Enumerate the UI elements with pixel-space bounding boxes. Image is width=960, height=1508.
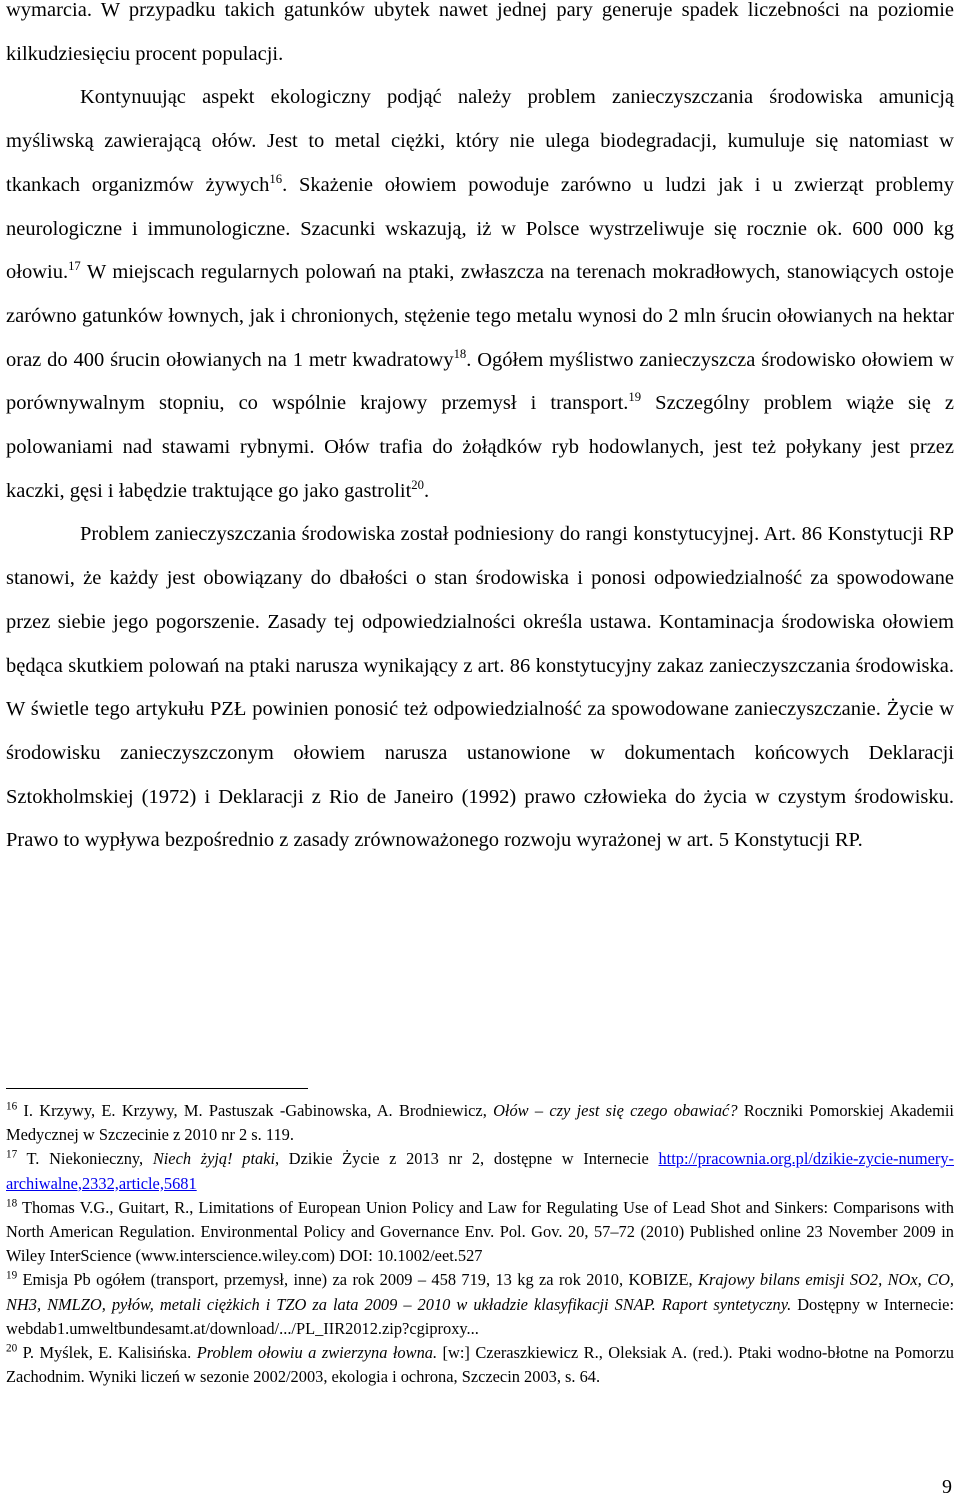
footnote-ref-18[interactable]: 18 [453,346,467,361]
paragraph-3 [6,513,954,863]
footnotes [6,1099,954,1389]
footnote-18-text: Thomas V.G., Guitart, R., Limitations of European Union Policy and Law for Regulating Use of Lead Shot and Sinkers: Comparisons with North American Regulation. Environmental Policy and Governance Env. Pol. Gov. 20, 57–72 (2010) Published online 23 November 2009 in Wiley InterScience (www.interscience.wiley.com) DOI: 10.1002/eet.527 [6,1197,954,1266]
footnote-number-18: 18 [6,1197,18,1210]
paragraph-2-text-f: . [424,479,430,502]
paragraph-2 [6,76,954,513]
footnote-18 [6,1196,954,1269]
footnote-20-title: Problem ołowiu a zwierzyna łowna. [196,1343,438,1363]
paragraph-2-text-c: W miejscach regularnych polowań na ptaki, zwłaszcza na terenach mokradłowych, stanowiących ostoje zarówno gatunków łownych, jak i chronionych, stężenie tego metalu wynosi do 2 mln śrucin ołowianych na hektar oraz do 400 śrucin ołowianych na 1 metr kwadratowy [6,261,954,371]
page-number: 9 [942,1476,952,1498]
paragraph-1-text: wymarcia. W przypadku takich gatunków ubytek nawet jednej pary generuje spadek liczebności na poziomie kilkudziesięciu procent populacji. [6,0,954,65]
footnote-20-text-b: [w:] Czeraszkiewicz R., Oleksiak A. (red.). Ptaki wodno-błotne na Pomorzu Zachodnim. Wyniki liczeń w sezonie 2002/2003, ekologia i ochrona, Szczecin 2003, s. 64. [6,1343,954,1387]
footnote-17-text-a: T. Niekonieczny, [17,1149,153,1169]
footnote-20-text-a: P. Myślek, E. Kalisińska. [17,1343,197,1363]
footnote-17-text-b: , Dzikie Życie z 2013 nr 2, dostępne w Internecie [275,1149,659,1169]
footnote-19-text-a: Emisja Pb ogółem (transport, przemysł, inne) za rok 2009 – 458 719, 13 kg za rok 2010, KOBIZE, [17,1270,699,1290]
footnote-17-title: Niech żyją! ptaki [152,1149,276,1169]
footnote-19-title: Krajowy bilans emisji SO2, NOx, CO, NH3, NMLZO, pyłów, metali ciężkich i TZO za lata 2009 – 2010 w układzie klasyfikacji SNAP. Raport syntetyczny. [6,1270,954,1314]
footnote-ref-19[interactable]: 19 [628,390,642,405]
footnote-16 [6,1099,954,1147]
footnote-19-text-b: Dostępny w Internecie: webdab1.umweltbundesamt.at/download/.../PL_IIR2012.zip?cgiproxy... [6,1294,954,1338]
footnote-ref-16[interactable]: 16 [269,171,283,186]
footnote-16-text-a: I. Krzywy, E. Krzywy, M. Pastuszak ‑Gabinowska, A. Brodniewicz, [17,1101,494,1120]
paragraph-3-text: Problem zanieczyszczania środowiska został podniesiony do rangi konstytucyjnej. Art. 86 Konstytucji RP stanowi, że każdy jest obowiązany do dbałości o stan środowiska i ponosi odpowiedzialność za spowodowane przez siebie jego pogorszenie. Zasady tej odpowiedzialności określa ustawa. Kontaminacja środowiska ołowiem będąca skutkiem polowań na ptaki narusza wynikający z art. 86 konstytucyjny zakaz zanieczyszczania środowiska. W świetle tego artykułu PZŁ powinien ponosić też odpowiedzialność za spowodowane zanieczyszczanie. Życie w środowisku zanieczyszczonym ołowiem narusza ustanowione w dokumentach końcowych Deklaracji Sztokholmskiej (1972) i Deklaracji z Rio de Janeiro (1992) prawo człowieka do życia w czystym środowisku. Prawo to wypływa bezpośrednio z zasady zrównoważonego rozwoju wyrażonej w art. 5 Konstytucji RP. [6,523,954,852]
footnote-19 [6,1268,954,1341]
footnote-17-link[interactable]: http://pracownia.org.pl/dzikie-zycie-numery-archiwalne,2332,article,5681 [6,1149,954,1193]
footnote-17 [6,1147,954,1195]
paragraph-2-text-a: Kontynuując aspekt ekologiczny podjąć należy problem zanieczyszczania środowiska amunicją myśliwską zawierającą ołów. Jest to metal ciężki, który nie ulega biodegradacji, kumuluje się natomiast w tkankach organizmów żywych [6,86,954,196]
footnote-20 [6,1341,954,1389]
main-text [6,0,954,863]
paragraph-2-text-e: Szczególny problem wiąże się z polowaniami nad stawami rybnymi. Ołów trafia do żołądków ryb hodowlanych, jest też połykany jest przez kaczki, gęsi i łabędzie traktujące go jako gastrolit [6,392,954,502]
footnote-number-20: 20 [6,1342,18,1355]
footnote-number-16: 16 [6,1100,18,1113]
footnote-16-text-b: Roczniki Pomorskiej Akademii Medycznej w Szczecinie z 2010 nr 2 s. 119. [6,1101,954,1145]
footnote-number-19: 19 [6,1269,18,1282]
paragraph-2-text-b: . Skażenie ołowiem powoduje zarówno u ludzi jak i u zwierząt problemy neurologiczne i immunologiczne. Szacunki wskazują, iż w Polsce wystrzeliwuje się rocznie ok. 600 000 kg ołowiu. [6,173,954,284]
footnote-separator [6,1088,308,1089]
footnote-number-17: 17 [6,1148,18,1161]
footnote-ref-20[interactable]: 20 [411,477,424,492]
footnote-16-title: Ołów – czy jest się czego obawiać? [493,1101,738,1120]
paragraph-1 [6,0,954,76]
footnote-ref-17[interactable]: 17 [68,259,81,274]
paragraph-2-text-d: . Ogółem myślistwo zanieczyszcza środowisko ołowiem w porównywalnym stopniu, co wspólnie krajowy przemysł i transport. [6,348,954,415]
